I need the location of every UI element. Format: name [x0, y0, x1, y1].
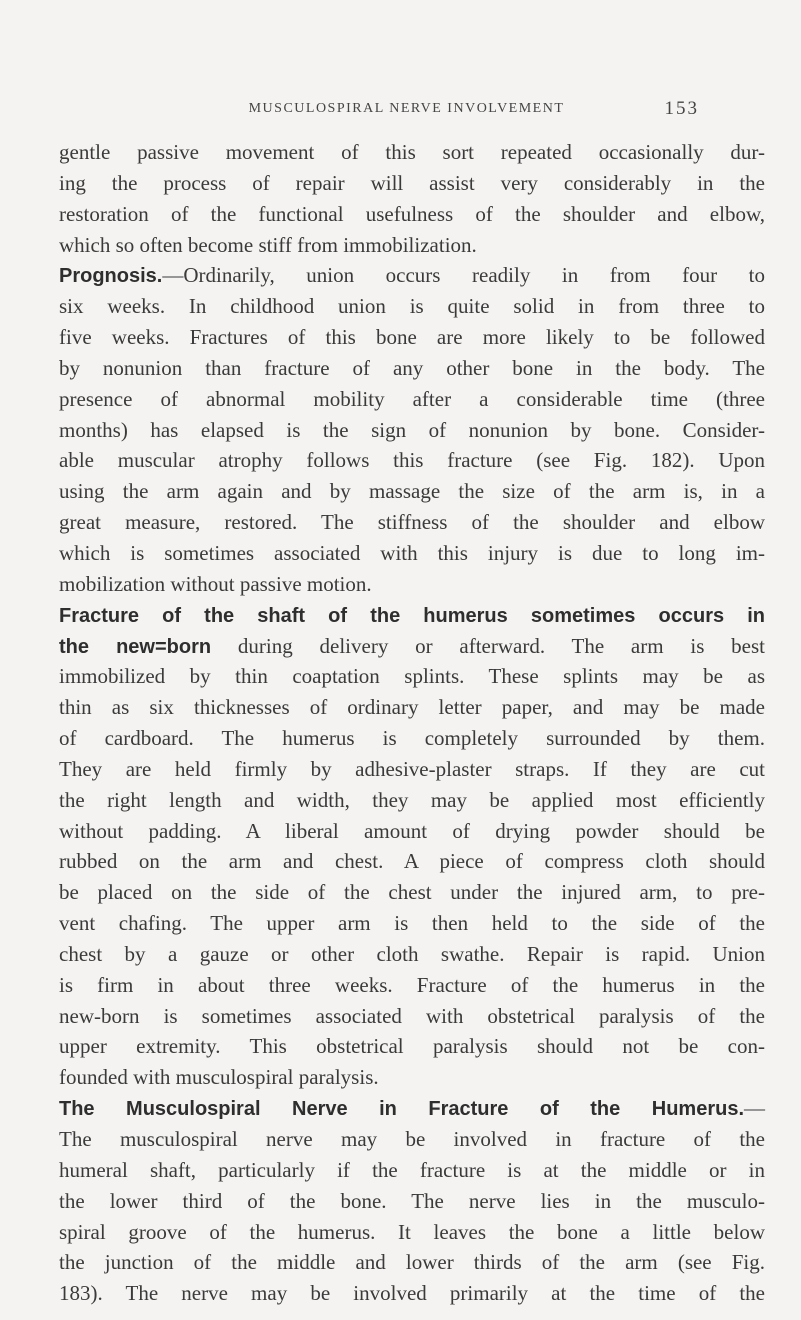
line-text: rubbed on the arm and chest. A piece of compress cloth should	[59, 849, 765, 874]
text-line	[59, 569, 765, 600]
line-text: five weeks. Fractures of this bone are more likely to be followed	[59, 325, 765, 350]
text-line	[59, 1062, 765, 1093]
section-heading: The Musculospiral Nerve in Fracture of the Humerus.	[59, 1098, 744, 1121]
line-text: spiral groove of the humerus. It leaves the bone a little below	[59, 1219, 765, 1244]
line-text: —Ordinarily, union occurs readily in from four to	[162, 263, 765, 288]
text-line	[59, 445, 765, 476]
text-line	[59, 970, 765, 1001]
line-text: thin as six thicknesses of ordinary letter paper, and may be made	[59, 695, 765, 720]
text-line	[59, 600, 765, 631]
text-line	[59, 322, 765, 353]
line-text: ing the process of repair will assist very considerably in the	[59, 170, 765, 195]
line-text: They are held firmly by adhesive-plaster straps. If they are cut	[59, 756, 765, 781]
line-text: the right length and width, they may be applied most efficiently	[59, 787, 765, 812]
text-line	[59, 754, 765, 785]
line-text: great measure, restored. The stiffness of the shoulder and elbow	[59, 510, 765, 535]
line-text: months) has elapsed is the sign of nonunion by bone. Consider-	[59, 417, 765, 442]
line-text: gentle passive movement of this sort repeated occasionally dur-	[59, 140, 765, 164]
line-text: presence of abnormal mobility after a considerable time (three	[59, 386, 765, 411]
running-title: MUSCULOSPIRAL NERVE INVOLVEMENT	[248, 101, 565, 116]
line-text: new-born is sometimes associated with obstetrical paralysis of the	[59, 1003, 765, 1028]
line-text: be placed on the side of the chest under the injured arm, to pre-	[59, 880, 765, 905]
text-line	[59, 384, 765, 415]
line-text: which is sometimes associated with this injury is due to long im-	[59, 540, 765, 565]
text-line	[59, 1278, 765, 1309]
line-text: —	[744, 1096, 765, 1121]
text-line	[59, 785, 765, 816]
line-text: 183). The nerve may be involved primarily at the time of the	[59, 1281, 765, 1306]
body-text	[59, 137, 765, 1309]
text-line	[59, 291, 765, 322]
line-text: upper extremity. This obstetrical paralysis should not be con-	[59, 1034, 765, 1059]
text-line	[59, 230, 765, 261]
section-heading: the new=born	[59, 635, 212, 658]
text-line	[59, 199, 765, 230]
line-text: vent chafing. The upper arm is then held to the side of the	[59, 911, 765, 936]
text-line	[59, 507, 765, 538]
text-line	[59, 353, 765, 384]
line-text: restoration of the functional usefulness of the shoulder and elbow,	[59, 201, 765, 226]
line-text: founded with musculospiral paralysis.	[59, 1065, 379, 1090]
line-text: the junction of the middle and lower thirds of the arm (see Fig.	[59, 1250, 765, 1275]
line-text: without padding. A liberal amount of drying powder should be	[59, 818, 765, 843]
text-line	[59, 1124, 765, 1155]
line-text: is firm in about three weeks. Fracture of the humerus in the	[59, 972, 765, 997]
line-text: mobilization without passive motion.	[59, 571, 372, 596]
text-line	[59, 846, 765, 877]
text-line	[59, 939, 765, 970]
line-text: the lower third of the bone. The nerve lies in the musculo-	[59, 1188, 765, 1213]
section-heading: Prognosis.	[59, 265, 163, 288]
text-line	[59, 631, 765, 662]
line-text: immobilized by thin coaptation splints. These splints may be as	[59, 664, 765, 689]
text-line	[59, 723, 765, 754]
line-text: able muscular atrophy follows this fracture (see Fig. 182). Upon	[59, 448, 765, 473]
text-line	[59, 692, 765, 723]
text-line	[59, 538, 765, 569]
text-line	[59, 260, 765, 291]
text-line	[59, 1247, 765, 1278]
line-text: by nonunion than fracture of any other bone in the body. The	[59, 355, 765, 380]
line-text: chest by a gauze or other cloth swathe. Repair is rapid. Union	[59, 941, 765, 966]
page-number: 153	[664, 98, 699, 119]
line-text: of cardboard. The humerus is completely surrounded by them.	[59, 726, 765, 751]
text-line	[59, 661, 765, 692]
page-header	[114, 92, 699, 126]
text-line	[59, 877, 765, 908]
line-text: The musculospiral nerve may be involved in fracture of the	[59, 1127, 765, 1151]
text-line	[59, 1093, 765, 1124]
text-line	[59, 168, 765, 199]
line-text: six weeks. In childhood union is quite solid in from three to	[59, 294, 765, 319]
text-line	[59, 415, 765, 446]
text-line	[59, 1155, 765, 1186]
text-line	[59, 1031, 765, 1062]
text-line	[59, 908, 765, 939]
line-text: which so often become stiff from immobilization.	[59, 232, 477, 257]
line-text: humeral shaft, particularly if the fracture is at the middle or in	[59, 1157, 765, 1182]
line-text: using the arm again and by massage the size of the arm is, in a	[59, 479, 765, 504]
text-line	[59, 1001, 765, 1032]
text-line	[59, 816, 765, 847]
section-heading: Fracture of the shaft of the humerus sometimes occurs in	[59, 604, 765, 627]
line-text: during delivery or afterward. The arm is best	[211, 633, 765, 658]
text-line	[59, 1217, 765, 1248]
text-line	[59, 476, 765, 507]
text-line	[59, 137, 765, 168]
text-line	[59, 1186, 765, 1217]
